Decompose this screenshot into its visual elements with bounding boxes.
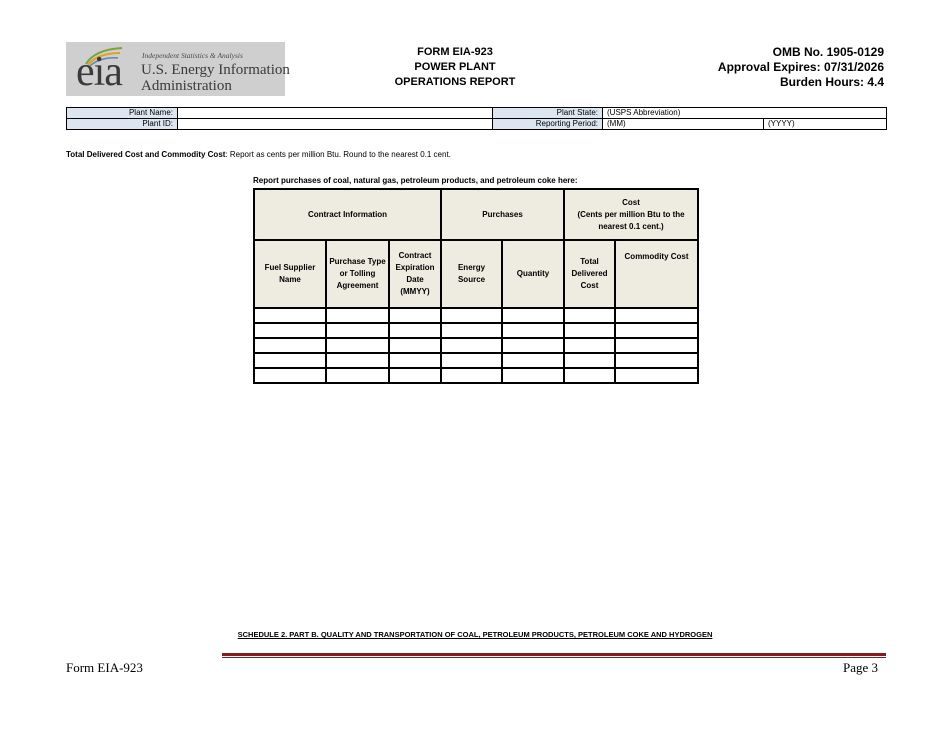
input-cell[interactable] [615, 323, 698, 338]
col-commodity-cost: Commodity Cost [615, 240, 698, 308]
col-purchase-type: Purchase Type or Tolling Agreement [326, 240, 389, 308]
input-cell[interactable] [389, 368, 441, 383]
col-total-delivered-cost: Total Delivered Cost [564, 240, 615, 308]
input-cell[interactable] [254, 368, 326, 383]
footer-form-name: Form EIA-923 [66, 660, 143, 675]
input-cell[interactable] [389, 338, 441, 353]
input-cell[interactable] [564, 353, 615, 368]
approval-expiration: Approval Expires: 07/31/2026 [717, 60, 884, 74]
input-cell[interactable] [254, 323, 326, 338]
plant-info-table [66, 107, 887, 130]
group-cost-title: Cost [622, 197, 640, 207]
input-cell[interactable] [254, 338, 326, 353]
input-cell[interactable] [254, 308, 326, 323]
table-row [254, 338, 698, 353]
footer-rule [222, 653, 886, 656]
logo-name-line1: U.S. Energy Information [141, 62, 290, 78]
input-cell[interactable] [326, 368, 389, 383]
reporting-year-field[interactable]: (YYYY) [764, 119, 887, 130]
group-cost-subtitle: (Cents per million Btu to the nearest 0.1 cent.) [577, 209, 685, 231]
input-cell[interactable] [502, 368, 564, 383]
input-cell[interactable] [441, 323, 502, 338]
form-number: FORM EIA-923 [417, 46, 493, 58]
group-contract-information: Contract Information [254, 189, 441, 240]
table-row [254, 308, 698, 323]
input-cell[interactable] [615, 368, 698, 383]
input-cell[interactable] [326, 323, 389, 338]
eia-logo [66, 42, 290, 96]
schedule-heading: SCHEDULE 2. PART B. QUALITY AND TRANSPORTATION OF COAL, PETROLEUM PRODUCTS, PETROLEUM COKE AND HYDROGEN [237, 630, 713, 639]
reporting-month-field[interactable]: (MM) [603, 119, 764, 130]
input-cell[interactable] [441, 308, 502, 323]
input-cell[interactable] [389, 308, 441, 323]
input-cell[interactable] [441, 353, 502, 368]
input-cell[interactable] [441, 368, 502, 383]
omb-block [718, 45, 884, 90]
table-row [254, 353, 698, 368]
group-cost [564, 189, 698, 240]
col-contract-expiration: Contract Expiration Date (MMYY) [389, 240, 441, 308]
input-cell[interactable] [502, 338, 564, 353]
table-row [254, 368, 698, 383]
plant-id-label: Plant ID: [67, 119, 178, 130]
table-caption: Report purchases of coal, natural gas, petroleum products, and petroleum coke here: [253, 176, 578, 185]
cost-instruction [66, 150, 451, 159]
input-cell[interactable] [389, 323, 441, 338]
table-row [254, 323, 698, 338]
input-cell[interactable] [615, 308, 698, 323]
reporting-period-label: Reporting Period: [493, 119, 603, 130]
input-cell[interactable] [564, 323, 615, 338]
input-cell[interactable] [441, 338, 502, 353]
input-cell[interactable] [502, 323, 564, 338]
input-cell[interactable] [254, 353, 326, 368]
input-cell[interactable] [615, 353, 698, 368]
input-cell[interactable] [502, 353, 564, 368]
plant-state-field[interactable]: (USPS Abbreviation) [603, 108, 887, 119]
input-cell[interactable] [615, 338, 698, 353]
input-cell[interactable] [326, 338, 389, 353]
col-energy-source: Energy Source [441, 240, 502, 308]
input-cell[interactable] [389, 353, 441, 368]
logo-tagline: Independent Statistics & Analysis [142, 51, 243, 60]
cost-instruction-text: : Report as cents per million Btu. Round to the nearest 0.1 cent. [225, 150, 451, 159]
form-title-line2: OPERATIONS REPORT [394, 76, 516, 88]
logo-mark: eia [76, 49, 122, 95]
omb-number: OMB No. 1905-0129 [772, 45, 884, 59]
form-title [390, 45, 520, 90]
form-title-line1: POWER PLANT [414, 61, 496, 73]
plant-name-label: Plant Name: [67, 108, 178, 119]
input-cell[interactable] [326, 308, 389, 323]
logo-name-line2: Administration [141, 78, 232, 94]
input-cell[interactable] [564, 368, 615, 383]
plant-id-field[interactable] [178, 119, 493, 130]
input-cell[interactable] [502, 308, 564, 323]
group-purchases: Purchases [441, 189, 564, 240]
footer-rule-thin [222, 657, 886, 658]
input-cell[interactable] [564, 308, 615, 323]
col-fuel-supplier-name: Fuel Supplier Name [254, 240, 326, 308]
footer-page-number: Page 3 [842, 660, 878, 675]
fuel-purchase-table [253, 188, 699, 384]
col-quantity: Quantity [502, 240, 564, 308]
cost-instruction-heading: Total Delivered Cost and Commodity Cost [66, 150, 226, 159]
input-cell[interactable] [326, 353, 389, 368]
plant-name-field[interactable] [178, 108, 493, 119]
plant-state-label: Plant State: [493, 108, 603, 119]
burden-hours: Burden Hours: 4.4 [779, 75, 884, 89]
input-cell[interactable] [564, 338, 615, 353]
